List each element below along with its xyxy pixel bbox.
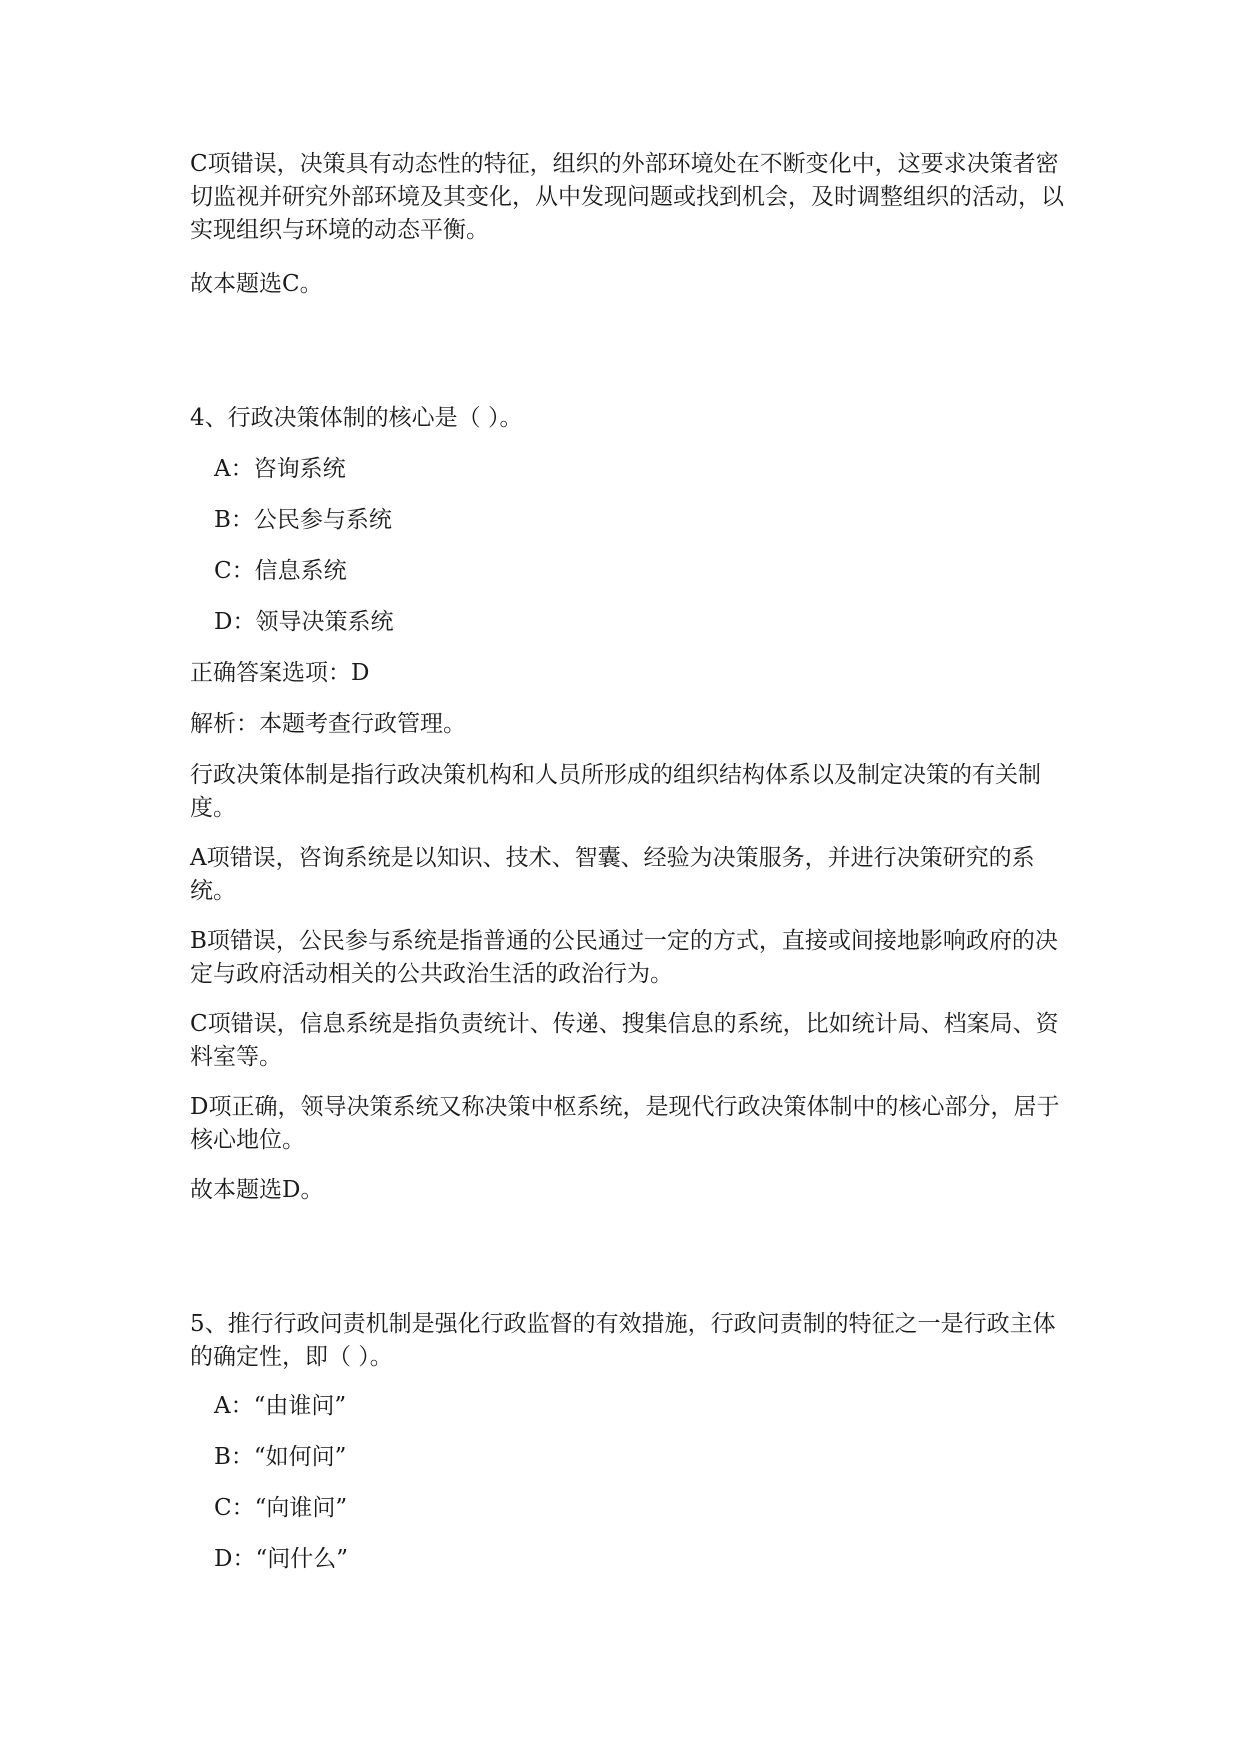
q5-option-d: D：“问什么” <box>214 1546 348 1572</box>
q4-explanation-b: B项错误，公民参与系统是指普通的公民通过一定的方式，直接或间接地影响政府的决定与政府活动相关的公共政治生活的政治行为。 <box>190 928 1058 987</box>
q4-option-c: C：信息系统 <box>214 558 347 584</box>
q4-explanation-c: C项错误，信息系统是指负责统计、传递、搜集信息的系统，比如统计局、档案局、资料室等。 <box>190 1011 1059 1070</box>
q4-question: 4、行政决策体制的核心是（ ）。 <box>190 405 523 431</box>
q4-answer: 正确答案选项：D <box>190 660 370 686</box>
q4-conclusion: 故本题选D。 <box>190 1177 324 1203</box>
q4-explanation-a: A项错误，咨询系统是以知识、技术、智囊、经验为决策服务，并进行决策研究的系统。 <box>190 845 1035 904</box>
q4-option-a: A：咨询系统 <box>214 456 346 482</box>
q4-analysis-intro: 解析：本题考查行政管理。 <box>190 711 466 737</box>
q5-option-c: C：“向谁问” <box>214 1495 348 1521</box>
q5-question: 5、推行行政问责机制是强化行政监督的有效措施，行政问责制的特征之一是行政主体的确定性，即（ ）。 <box>190 1311 1056 1370</box>
q5-option-a: A：“由谁问” <box>214 1393 347 1419</box>
q4-option-d: D：领导决策系统 <box>214 609 394 635</box>
q4-explanation-d: D项正确，领导决策系统又称决策中枢系统，是现代行政决策体制中的核心部分，居于核心地位。 <box>190 1094 1060 1153</box>
q4-definition: 行政决策体制是指行政决策机构和人员所形成的组织结构体系以及制定决策的有关制度。 <box>190 762 1041 821</box>
q5-option-b: B：“如何问” <box>214 1444 347 1470</box>
q4-option-b: B：公民参与系统 <box>214 507 392 533</box>
q3-conclusion: 故本题选C。 <box>190 271 323 297</box>
q3-explanation-c: C项错误，决策具有动态性的特征，组织的外部环境处在不断变化中，这要求决策者密切监视并研究外部环境及其变化，从中发现问题或找到机会，及时调整组织的活动，以实现组织与环境的动态平衡。 <box>190 151 1064 243</box>
